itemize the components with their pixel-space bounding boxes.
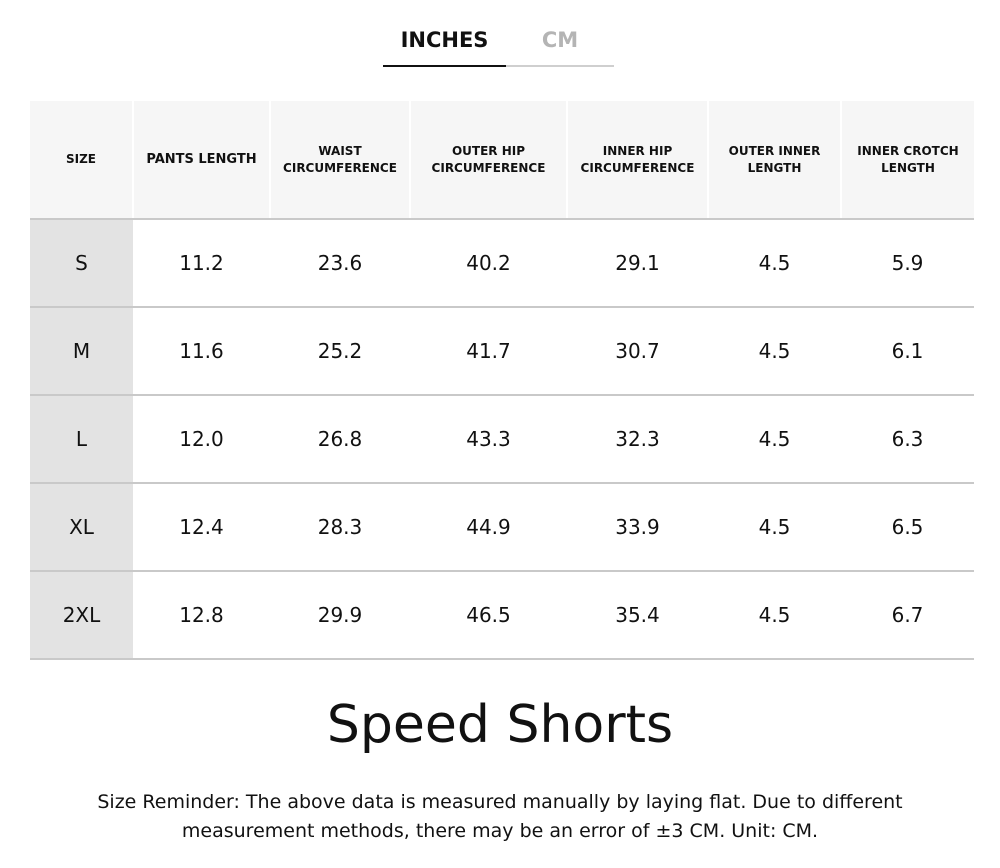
table-cell: 35.4 xyxy=(567,571,708,659)
table-cell: 6.3 xyxy=(841,395,974,483)
size-label: M xyxy=(30,307,133,395)
tab-inches[interactable]: INCHES xyxy=(400,28,489,52)
table-row xyxy=(30,483,974,571)
table-row xyxy=(30,219,974,307)
table-cell: 29.1 xyxy=(567,219,708,307)
table-cell: 4.5 xyxy=(708,483,841,571)
table-cell: 44.9 xyxy=(410,483,567,571)
table-cell: 12.4 xyxy=(133,483,270,571)
table-cell: 30.7 xyxy=(567,307,708,395)
size-label: 2XL xyxy=(30,571,133,659)
table-cell: 28.3 xyxy=(270,483,410,571)
table-cell: 26.8 xyxy=(270,395,410,483)
table-cell: 12.0 xyxy=(133,395,270,483)
table-cell: 4.5 xyxy=(708,571,841,659)
table-cell: 4.5 xyxy=(708,395,841,483)
header-size: SIZE xyxy=(30,101,133,219)
size-label: XL xyxy=(30,483,133,571)
header-pants-length: PANTS LENGTH xyxy=(133,101,270,219)
table-cell: 6.5 xyxy=(841,483,974,571)
table-row xyxy=(30,307,974,395)
table-cell: 11.6 xyxy=(133,307,270,395)
table-cell: 43.3 xyxy=(410,395,567,483)
table-row xyxy=(30,395,974,483)
size-reminder-note: Size Reminder: The above data is measured manually by laying flat. Due to different measurement methods, there may be an error of ±3 CM. Unit: CM. xyxy=(97,791,903,842)
table-cell: 32.3 xyxy=(567,395,708,483)
table-cell: 6.7 xyxy=(841,571,974,659)
table-cell: 41.7 xyxy=(410,307,567,395)
size-chart-table xyxy=(30,101,974,660)
size-label: S xyxy=(30,219,133,307)
header-waist-circumference: WAIST CIRCUMFERENCE xyxy=(270,101,410,219)
table-cell: 4.5 xyxy=(708,219,841,307)
header-inner-hip-circumference: INNER HIP CIRCUMFERENCE xyxy=(567,101,708,219)
header-inner-crotch-length: INNER CROTCH LENGTH xyxy=(841,101,974,219)
product-title: Speed Shorts xyxy=(326,695,674,755)
tab-cm[interactable]: CM xyxy=(541,28,579,52)
size-label: L xyxy=(30,395,133,483)
table-cell: 4.5 xyxy=(708,307,841,395)
table-cell: 6.1 xyxy=(841,307,974,395)
table-cell: 25.2 xyxy=(270,307,410,395)
table-cell: 5.9 xyxy=(841,219,974,307)
table-row xyxy=(30,571,974,659)
table-header-row xyxy=(30,101,974,219)
tab-active-indicator xyxy=(383,65,506,67)
table-cell: 29.9 xyxy=(270,571,410,659)
table-cell: 33.9 xyxy=(567,483,708,571)
table-cell: 11.2 xyxy=(133,219,270,307)
unit-tabs xyxy=(383,22,614,68)
table-cell: 12.8 xyxy=(133,571,270,659)
table-cell: 40.2 xyxy=(410,219,567,307)
header-outer-hip-circumference: OUTER HIP CIRCUMFERENCE xyxy=(410,101,567,219)
header-outer-inner-length: OUTER INNER LENGTH xyxy=(708,101,841,219)
table-cell: 23.6 xyxy=(270,219,410,307)
table-cell: 46.5 xyxy=(410,571,567,659)
